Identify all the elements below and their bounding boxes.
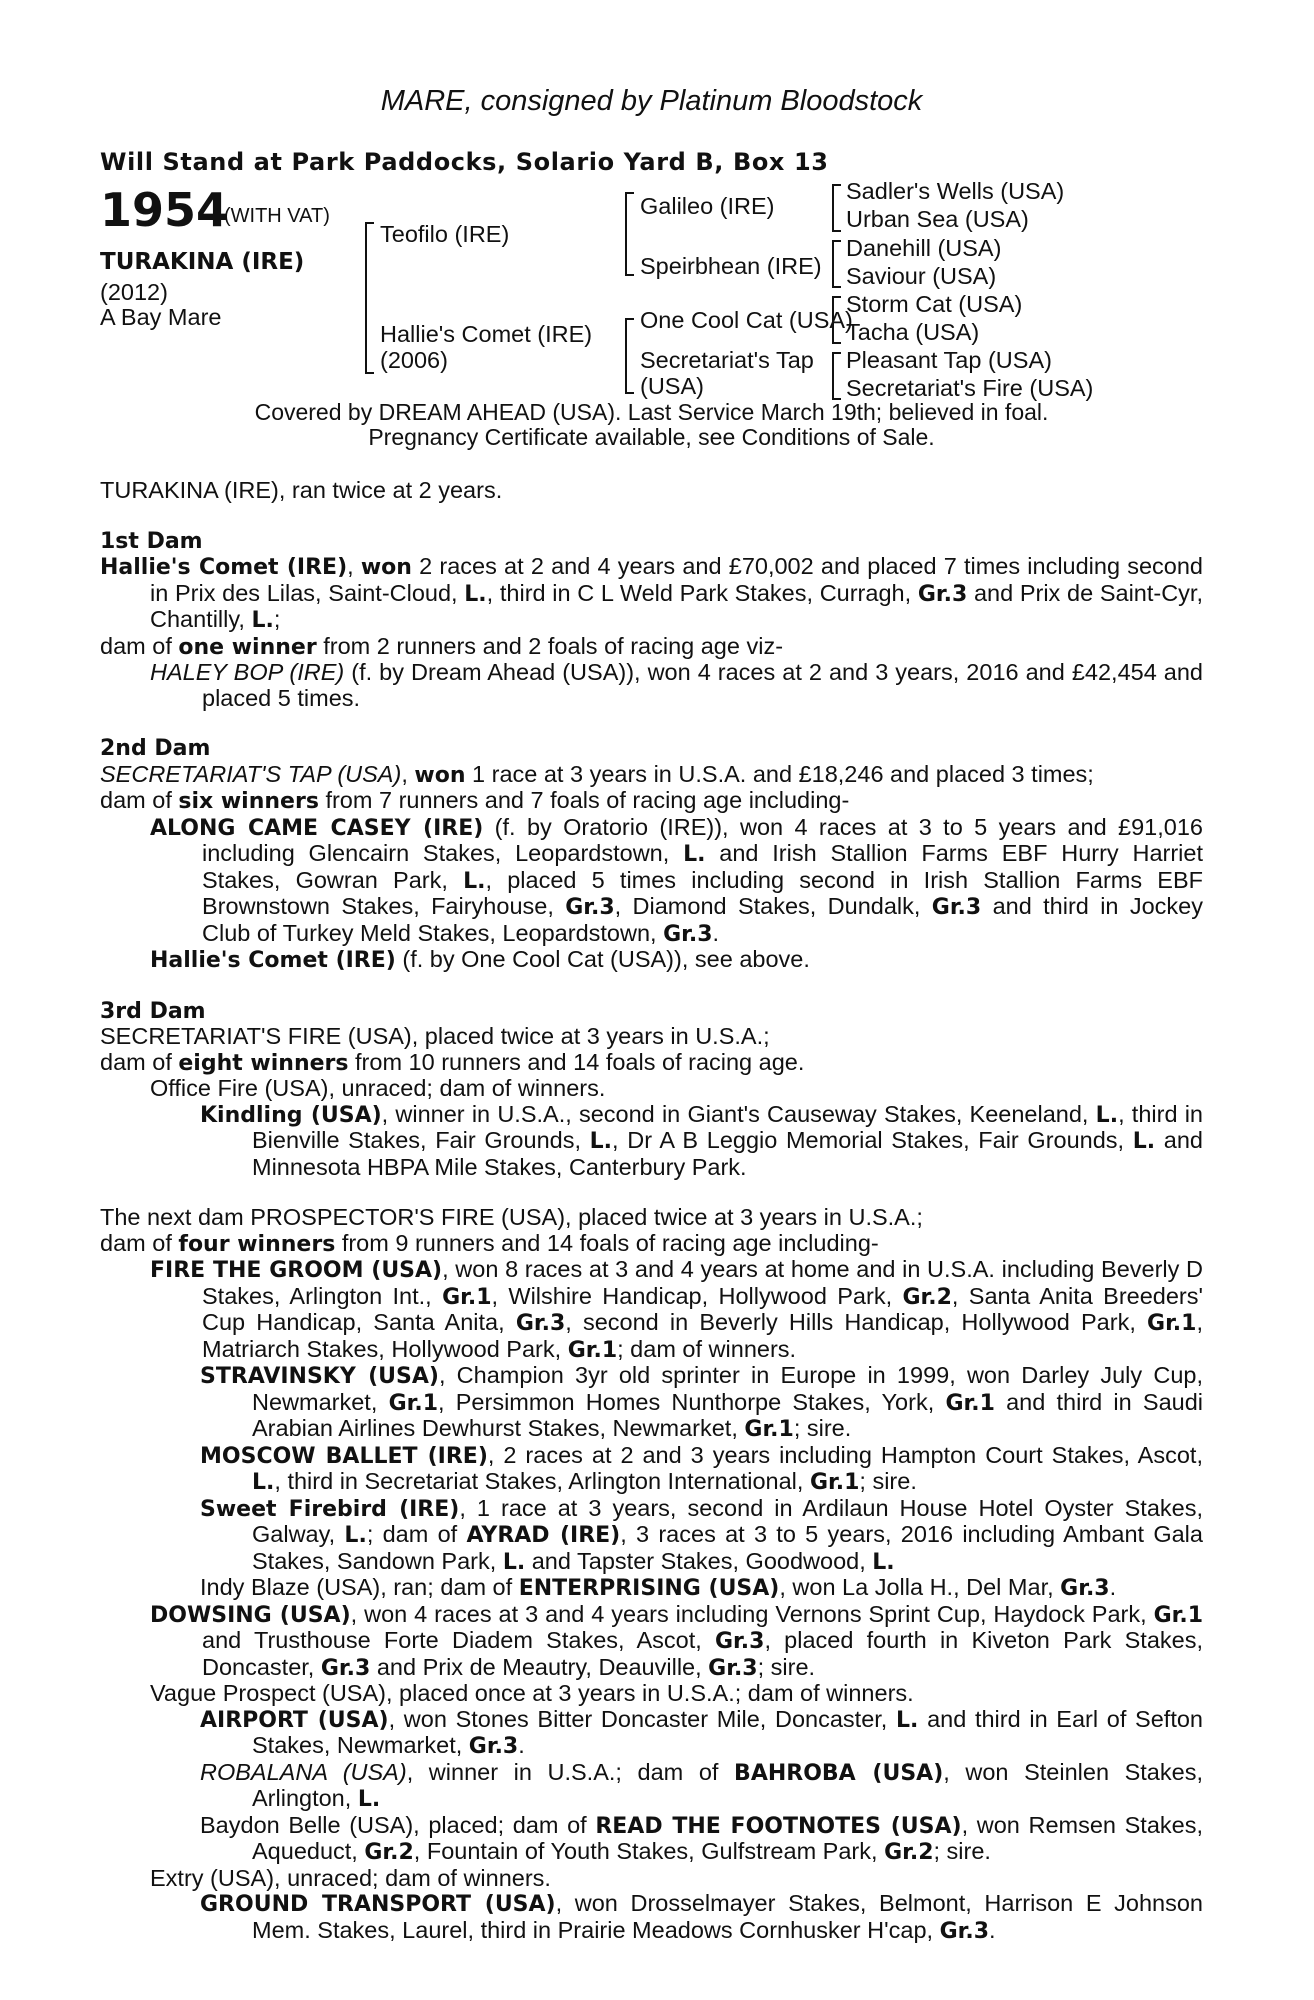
dam1-text: and Prix de Saint-Cyr, Chantilly,	[150, 579, 1203, 632]
text: from 7 runners and 7 foals of racing age including-	[318, 787, 850, 813]
dam3-produce-summary	[100, 1050, 1203, 1077]
produce-record	[100, 478, 1203, 1944]
pedigree-sds: Danehill (USA)	[846, 235, 1002, 261]
pedigree-dam-dam-suffix: (USA)	[640, 373, 704, 399]
pedigree-sss: Sadler's Wells (USA)	[846, 178, 1065, 204]
text: dam of	[100, 1048, 179, 1075]
group-mark: Gr.3	[708, 1655, 758, 1681]
pedigree-dss: Storm Cat (USA)	[846, 291, 1023, 317]
covering-note	[100, 400, 1203, 450]
group-mark: Gr.3	[715, 1629, 765, 1654]
dam2-name: SECRETARIAT'S TAP (USA)	[100, 760, 402, 787]
horse-name: TURAKINA (IRE)	[100, 249, 305, 275]
produce-name: AIRPORT (USA)	[200, 1707, 389, 1733]
text: Baydon Belle (USA), placed; dam of	[200, 1811, 596, 1838]
text: dam of	[100, 632, 179, 659]
group-mark: Gr.1	[809, 1470, 860, 1495]
group-mark: Gr.1	[1153, 1602, 1203, 1628]
text: and Minnesota HBPA Mile Stakes, Canterbury Park.	[252, 1127, 1204, 1180]
group-mark: Gr.3	[917, 581, 968, 607]
pedigree-sdd: Saviour (USA)	[846, 263, 997, 289]
group-mark: Gr.3	[565, 895, 615, 920]
text: ; sire.	[859, 1468, 917, 1494]
produce-entry	[200, 1363, 1203, 1443]
text: ; dam of	[366, 1521, 467, 1547]
dam4-produce-summary	[100, 1231, 1203, 1258]
text: , 1 race at 3 years, second in Ardilaun House Hotel Oyster Stakes, Galway,	[252, 1494, 1203, 1547]
listed-mark: L.	[1132, 1129, 1156, 1154]
text: , won Drosselmayer Stakes, Belmont, Harrison E Johnson Mem. Stakes, Laurel, third in Prairie Meadows Cornhusker H'cap,	[252, 1890, 1203, 1943]
listed-mark: L.	[683, 842, 706, 867]
produce-name: STRAVINSKY (USA)	[200, 1364, 439, 1389]
produce-entry	[150, 947, 1203, 974]
pedigree-dam-dam: Secretariat's Tap	[640, 347, 814, 373]
produce-entry	[150, 1602, 1203, 1682]
dam4-record: The next dam PROSPECTOR'S FIRE (USA), placed twice at 3 years in U.S.A.;	[100, 1204, 923, 1230]
winners-count: six winners	[178, 789, 319, 814]
pregnancy-line: Pregnancy Certificate available, see Conditions of Sale.	[368, 424, 935, 450]
produce-entry	[200, 1813, 1203, 1866]
text: , Diamond Stakes, Dundalk,	[614, 893, 932, 919]
group-mark: Gr.3	[468, 1734, 519, 1759]
produce-name: AYRAD (IRE)	[466, 1523, 621, 1548]
standing-location: Will Stand at Park Paddocks, Solario Yard B, Box 13	[100, 148, 829, 176]
dam3-record: SECRETARIAT'S FIRE (USA), placed twice at 3 years in U.S.A.;	[100, 1023, 770, 1049]
text: , Persimmon Homes Nunthorpe Stakes, York,	[438, 1388, 946, 1415]
text: dam of	[100, 787, 179, 813]
produce-name: MOSCOW BALLET (IRE)	[200, 1443, 488, 1469]
text: , won Remsen Stakes, Aqueduct,	[252, 1811, 1203, 1864]
group-mark: Gr.3	[515, 1311, 566, 1336]
text: , won Stones Bitter Doncaster Mile, Doncaster,	[388, 1705, 897, 1732]
pedigree-sire: Teofilo (IRE)	[380, 221, 510, 247]
listed-mark: L.	[252, 1470, 275, 1495]
text: , won Steinlen Stakes, Arlington,	[252, 1758, 1203, 1811]
text: (f. by One Cool Cat (USA)), see above.	[395, 946, 810, 972]
vat-note: (WITH VAT)	[224, 205, 330, 227]
text: (f. by Oratorio (IRE)), won 4 races at 3 to 5 years and £91,016 including Glencairn Stakes, Leopardstown,	[202, 813, 1203, 866]
text: and third in Earl of Sefton Stakes, Newmarket,	[252, 1705, 1203, 1758]
text: , third in Bienville Stakes, Fair Grounds,	[252, 1100, 1204, 1153]
pedigree-dam-year: (2006)	[380, 347, 448, 373]
text: Indy Blaze (USA), ran; dam of	[200, 1574, 519, 1600]
dam2-record: SECRETARIAT'S TAP (USA), won 1 race at 3 years in U.S.A. and £18,246 and placed 3 times;	[100, 760, 1094, 788]
text: from 10 runners and 14 foals of racing age.	[348, 1048, 805, 1075]
listed-mark: L.	[1095, 1102, 1119, 1128]
produce-name: BAHROBA (USA)	[734, 1760, 944, 1786]
produce-entry	[200, 1443, 1203, 1496]
pedigree-sire-sire: Galileo (IRE)	[640, 193, 775, 219]
dam1-produce-summary	[100, 634, 1203, 661]
pedigree-dsd: Tacha (USA)	[846, 319, 980, 345]
produce-name: ENTERPRISING (USA)	[518, 1576, 780, 1601]
text: , winner in U.S.A.; dam of	[406, 1758, 735, 1785]
pedigree-bracket	[625, 318, 634, 394]
text: , second in Beverly Hills Handicap, Hollywood Park,	[565, 1309, 1148, 1335]
text: ; sire.	[757, 1653, 816, 1680]
text: , 2 races at 2 and 3 years including Hampton Court Stakes, Ascot,	[487, 1441, 1203, 1468]
group-mark: Gr.1	[1147, 1311, 1197, 1336]
text: .	[712, 919, 720, 946]
produce-name: ROBALANA (USA)	[200, 1758, 407, 1785]
produce-entry	[200, 1575, 1203, 1602]
listed-mark: L.	[357, 1787, 381, 1812]
group-mark: Gr.1	[388, 1390, 439, 1416]
section-heading: 1st Dam	[100, 528, 203, 554]
winners-count: one winner	[178, 634, 317, 660]
produce-name: DOWSING (USA)	[150, 1602, 351, 1628]
group-mark: Gr.2	[884, 1840, 934, 1865]
produce-entry	[200, 1102, 1203, 1181]
text: (f. by Dream Ahead (USA)), won 4 races at 2 and 3 years, 2016 and £42,454 and placed 5 times.	[202, 659, 1204, 711]
text: from 9 runners and 14 foals of racing age including-	[335, 1229, 879, 1256]
group-mark: Gr.3	[939, 1918, 990, 1944]
pedigree-bracket	[625, 192, 634, 276]
pedigree-dds: Pleasant Tap (USA)	[846, 347, 1052, 373]
text: , Matriarch Stakes, Hollywood Park,	[202, 1309, 1203, 1362]
dam1-name: Hallie's Comet (IRE)	[100, 555, 348, 580]
produce-entry	[200, 1891, 1203, 1944]
listed-mark: L.	[463, 868, 486, 894]
group-mark: Gr.1	[744, 1417, 794, 1442]
listed-mark: L.	[344, 1523, 367, 1548]
listed-mark: L.	[872, 1549, 895, 1575]
text: and Tapster Stakes, Goodwood,	[525, 1547, 873, 1574]
text: from 2 runners and 2 foals of racing age viz-	[316, 632, 784, 659]
text: 1 race at 3 years in U.S.A. and £18,246 and placed 3 times;	[465, 760, 1094, 787]
group-mark: Gr.3	[663, 921, 713, 947]
pedigree-dam: Hallie's Comet (IRE)	[380, 321, 593, 347]
foaling-year: (2012)	[100, 279, 168, 305]
text: , placed fourth in Kiveton Park Stakes, Doncaster,	[202, 1627, 1203, 1680]
text: and third in Saudi Arabian Airlines Dewhurst Stakes, Newmarket,	[252, 1388, 1204, 1441]
listed-mark: L.	[464, 581, 487, 607]
produce-entry	[150, 1257, 1203, 1363]
pedigree-dam-sire: One Cool Cat (USA)	[640, 307, 853, 333]
produce-name: Kindling (USA)	[200, 1102, 382, 1128]
pedigree-bracket	[832, 184, 841, 232]
text: , placed 5 times including second in Irish Stallion Farms EBF Brownstown Stakes, Fairyhouse,	[202, 866, 1203, 919]
winners-count: eight winners	[178, 1050, 349, 1076]
pedigree-bracket	[365, 222, 374, 374]
produce-entry: Extry (USA), unraced; dam of winners.	[150, 1864, 551, 1891]
text: , Fountain of Youth Stakes, Gulfstream Park,	[413, 1838, 885, 1864]
horse-description: A Bay Mare	[100, 304, 222, 330]
text: ; dam of winners.	[617, 1335, 797, 1362]
group-mark: Gr.1	[945, 1390, 995, 1416]
text: , 3 races at 3 to 5 years, 2016 including Ambant Gala Stakes, Sandown Park,	[252, 1521, 1203, 1574]
pedigree-ddd: Secretariat's Fire (USA)	[846, 375, 1094, 401]
group-mark: Gr.2	[364, 1840, 414, 1865]
text: and Prix de Meautry, Deauville,	[370, 1653, 709, 1680]
group-mark: Gr.1	[567, 1337, 618, 1363]
produce-entry	[150, 815, 1203, 948]
group-mark: Gr.3	[1060, 1576, 1110, 1601]
listed-mark: L.	[589, 1129, 613, 1154]
catalogue-page	[100, 0, 1203, 2000]
dam2-won: won	[414, 762, 466, 788]
produce-name: Sweet Firebird (IRE)	[200, 1496, 460, 1522]
section-heading: 2nd Dam	[100, 736, 211, 761]
pedigree-ssd: Urban Sea (USA)	[846, 206, 1029, 232]
text: , Champion 3yr old sprinter in Europe in 1999, won Darley July Cup, Newmarket,	[252, 1362, 1203, 1415]
produce-name: HALEY BOP (IRE)	[150, 659, 345, 685]
produce-name: FIRE THE GROOM (USA)	[150, 1258, 443, 1283]
produce-name: GROUND TRANSPORT (USA)	[200, 1892, 556, 1917]
covering-line: Covered by DREAM AHEAD (USA). Last Service March 19th; believed in foal.	[254, 399, 1049, 425]
text: and Irish Stallion Farms EBF Hurry Harriet Stakes, Gowran Park,	[202, 840, 1203, 893]
text: , Dr A B Leggio Memorial Stakes, Fair Grounds,	[612, 1127, 1133, 1153]
text: , won 4 races at 3 and 4 years including Vernons Sprint Cup, Haydock Park,	[350, 1600, 1154, 1627]
dam2-produce-summary	[100, 788, 1203, 815]
produce-entry: Vague Prospect (USA), placed once at 3 years in U.S.A.; dam of winners.	[150, 1680, 914, 1706]
produce-entry	[200, 1760, 1203, 1813]
text: .	[989, 1916, 996, 1943]
produce-entry: Office Fire (USA), unraced; dam of winners.	[150, 1075, 606, 1101]
text: , Santa Anita Breeders' Cup Handicap, Santa Anita,	[202, 1282, 1203, 1335]
text: and Trusthouse Forte Diadem Stakes, Ascot,	[202, 1627, 715, 1653]
text: .	[518, 1732, 525, 1758]
text: , third in Secretariat Stakes, Arlington International,	[274, 1468, 810, 1494]
listed-mark: L.	[502, 1549, 526, 1575]
text: .	[1109, 1574, 1117, 1600]
produce-name: Hallie's Comet (IRE)	[150, 948, 396, 973]
produce-name: READ THE FOOTNOTES (USA)	[595, 1813, 962, 1839]
dam1-text: , third in C L Weld Park Stakes, Curragh,	[486, 579, 918, 606]
listed-mark: L.	[896, 1707, 919, 1733]
group-mark: Gr.2	[902, 1284, 952, 1310]
text: and third in Jockey Club of Turkey Meld Stakes, Leopardstown,	[202, 893, 1203, 946]
pedigree-bracket	[832, 296, 841, 344]
text: , won 8 races at 3 and 4 years at home and in U.S.A. including Beverly D Stakes, Arlington Int.,	[202, 1256, 1204, 1309]
produce-name: ALONG CAME CASEY (IRE)	[150, 815, 484, 841]
intro-line: TURAKINA (IRE), ran twice at 2 years.	[100, 477, 503, 503]
dam1-text: 2 races at 2 and 4 years and £70,002 and placed 7 times including second in Prix des Lilas, Saint-Cloud,	[150, 553, 1203, 606]
winners-count: four winners	[178, 1231, 336, 1257]
dam1-text: ;	[273, 606, 281, 632]
section-heading: 3rd Dam	[100, 998, 206, 1024]
text: ; sire.	[933, 1838, 991, 1864]
text: , Wilshire Handicap, Hollywood Park,	[491, 1282, 903, 1309]
lot-number: 1954	[100, 183, 229, 237]
pedigree-sire-dam: Speirbhean (IRE)	[640, 253, 822, 279]
group-mark: Gr.3	[931, 895, 982, 920]
dam1-record: Hallie's Comet (IRE), won 2 races at 2 and 4 years and £70,002 and placed 7 times including second in Prix des Lilas, Saint-Cloud, L., third in C L Weld Park Stakes, Curragh, Gr.3 and Prix de Saint-Cyr, Chantilly, L.;	[100, 553, 1203, 633]
text: ; sire.	[793, 1415, 852, 1441]
produce-entry	[200, 1496, 1203, 1576]
listed-mark: L.	[251, 608, 274, 633]
pedigree-bracket	[832, 352, 841, 400]
produce-entry	[150, 660, 1203, 711]
produce-entry	[200, 1707, 1203, 1760]
dam1-won: won	[360, 555, 412, 580]
group-mark: Gr.3	[320, 1655, 371, 1681]
text: dam of	[100, 1229, 179, 1256]
group-mark: Gr.1	[442, 1284, 492, 1310]
text: , winner in U.S.A., second in Giant's Causeway Stakes, Keeneland,	[381, 1100, 1096, 1127]
text: , won La Jolla H., Del Mar,	[779, 1574, 1061, 1600]
page-title: MARE, consigned by Platinum Bloodstock	[380, 85, 923, 117]
pedigree-bracket	[832, 240, 841, 288]
